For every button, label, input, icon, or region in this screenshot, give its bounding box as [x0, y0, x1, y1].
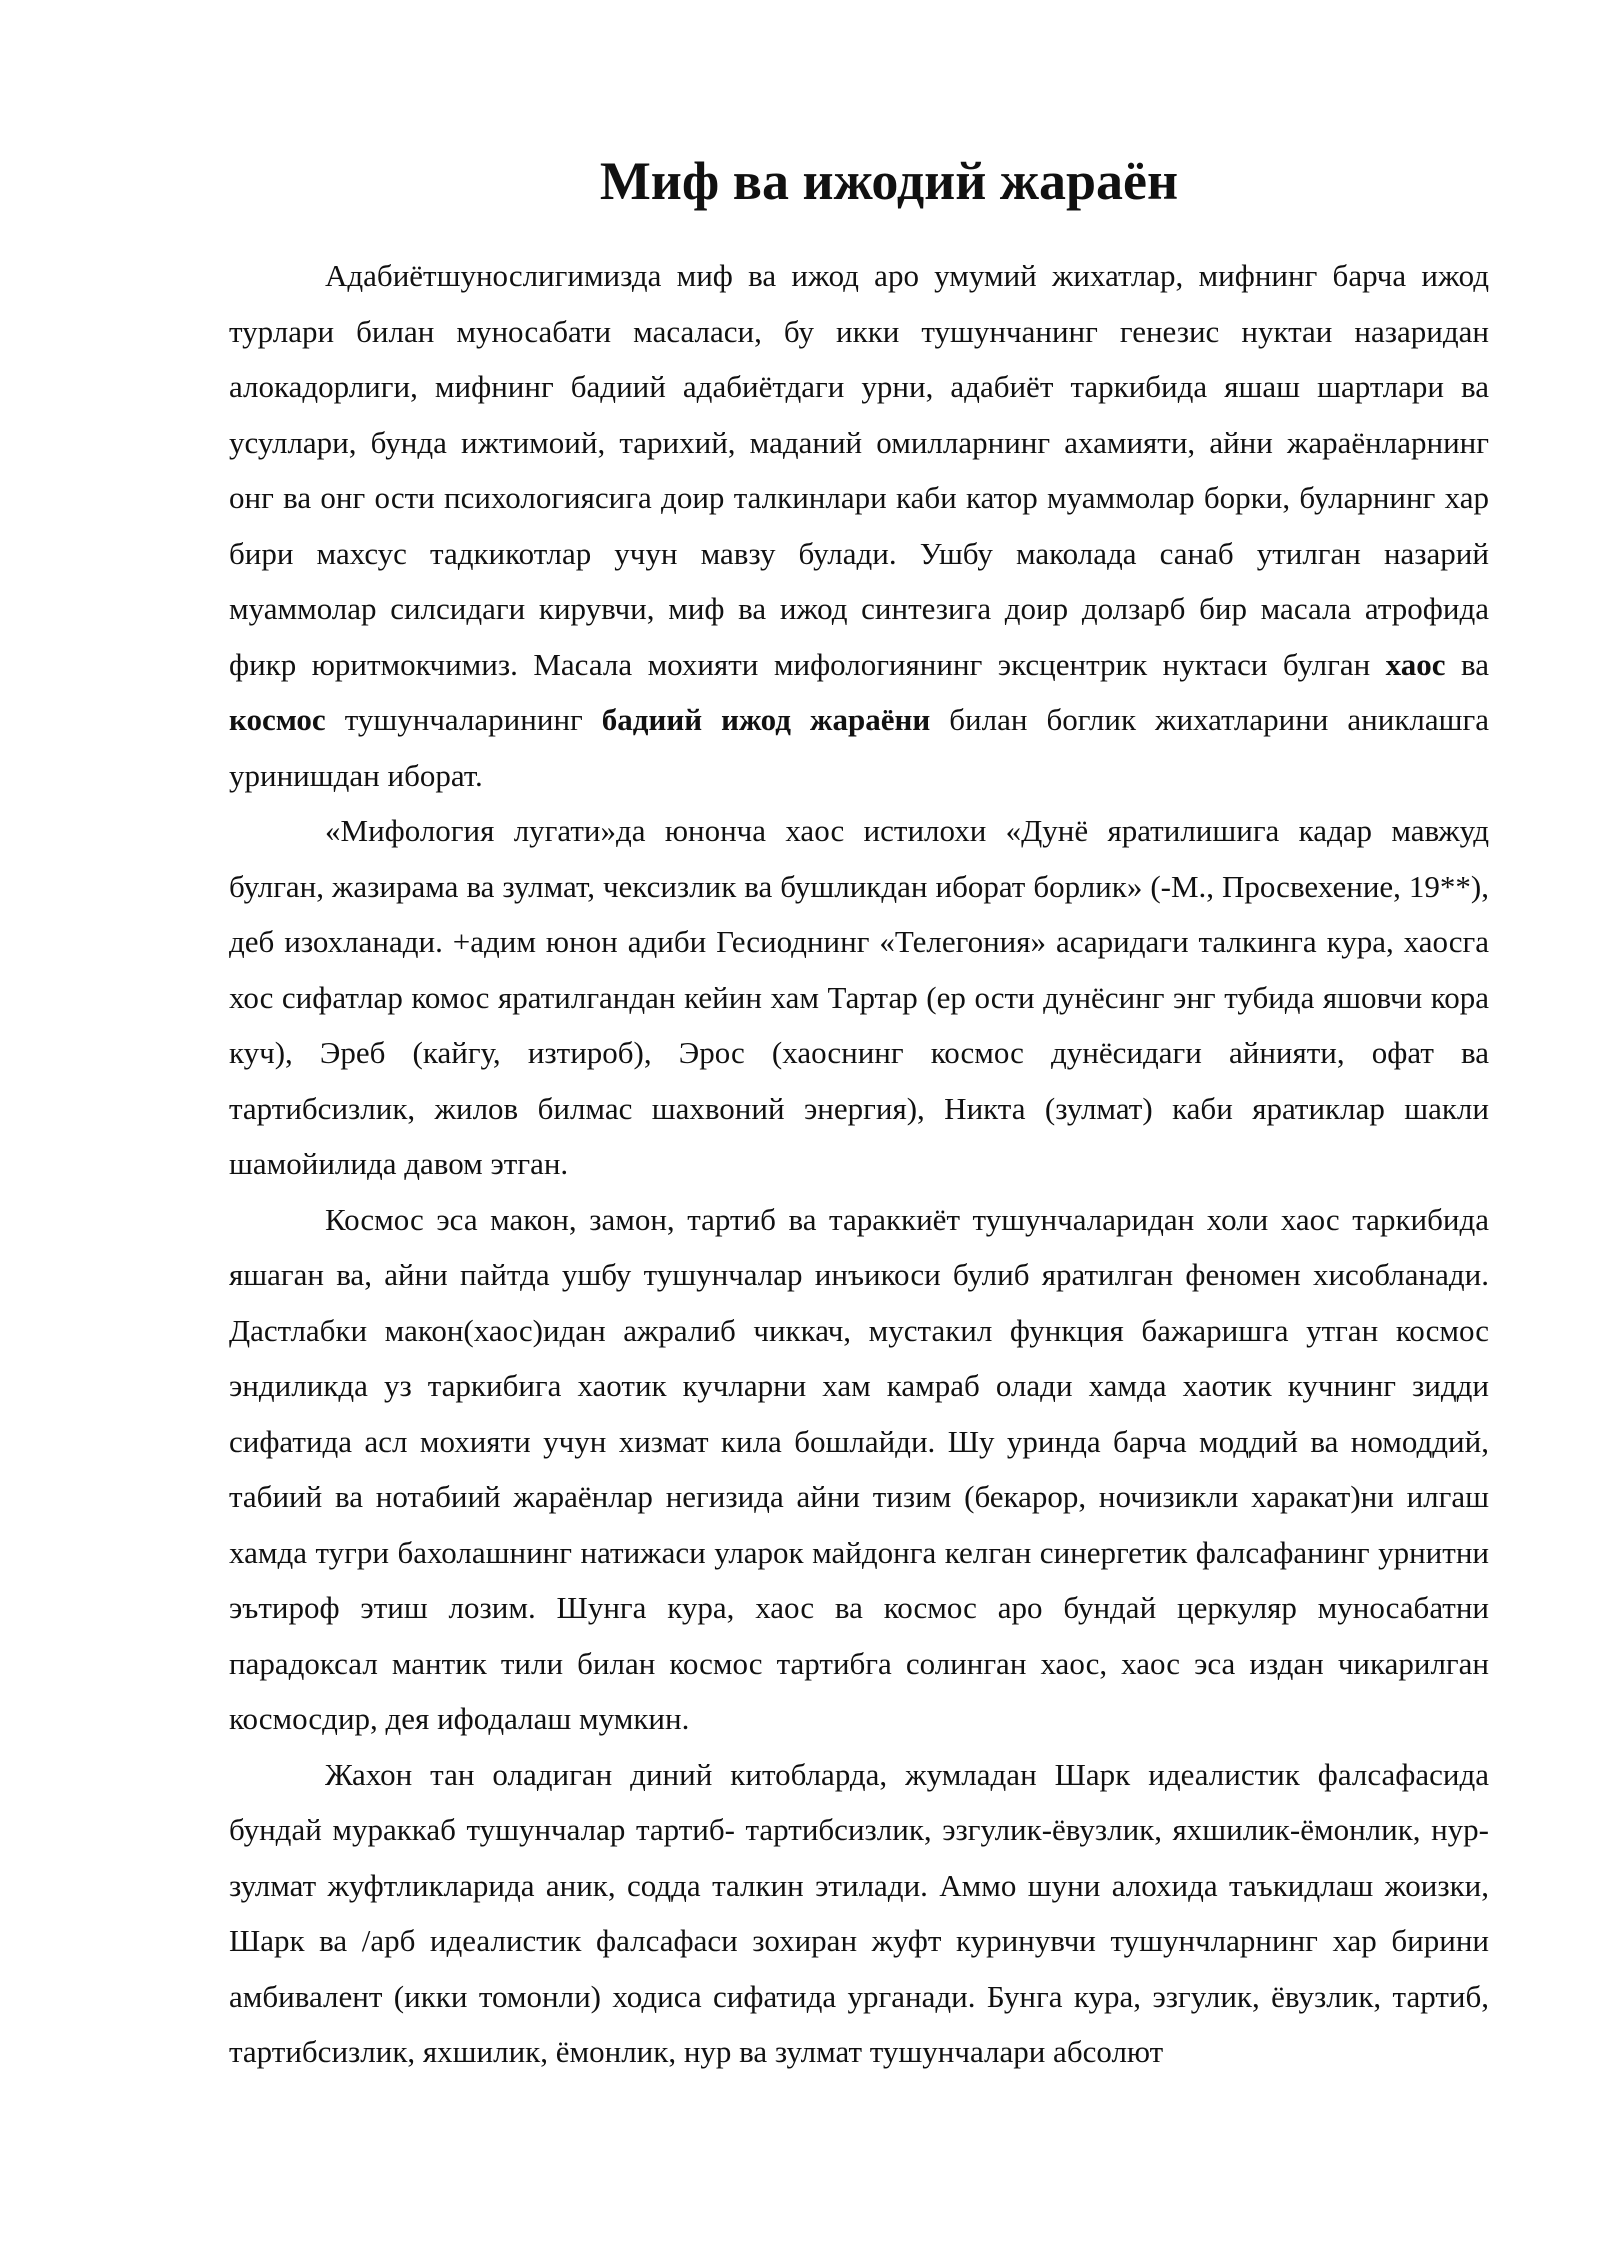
paragraph-1-text: тушунчаларининг [325, 702, 602, 737]
paragraph-2 [229, 803, 1489, 1192]
paragraph-1 [229, 248, 1489, 803]
document-title: Миф ва ижодий жараён [599, 151, 1179, 211]
paragraph-1-text: билан боглик жихатларини аниклашга уринишдан иборат. [229, 702, 1489, 793]
paragraph-2-text: «Мифология лугати»да юнонча хаос истилохи «Дунё яратилишига кадар мавжуд булган, жазирама ва зулмат, чексизлик ва бушликдан иборат борлик» (-М., Просвехение, 19**), деб изохланади. +адим юнон адиби Гесиоднинг «Телегония» асаридаги талкинга кура, хаосга хос сифатлар комос яратилгандан кейин хам Тартар (ер ости дунёсинг энг тубида яшовчи кора куч), Эреб (кайгу, изтироб), Эрос (хаоснинг космос дунёсидаги айнияти, офат ва тартибсизлик, жилов билмас шахвоний энергия), Никта (зулмат) каби яратиклар шакли шамойилида давом этган. [229, 813, 1489, 1181]
bold-term-cosmos: космос [229, 702, 326, 737]
paragraph-3-text: Космос эса макон, замон, тартиб ва тараккиёт тушунчаларидан холи хаос таркибида яшаган ва, айни пайтда ушбу тушунчалар инъикоси булиб яратилган феномен хисобланади. Дастлабки макон(хаос)идан ажралиб чиккач, мустакил функция бажаришга утган космос эндиликда уз таркибига хаотик кучларни хам камраб олади хамда хаотик кучнинг зидди сифатида асл мохияти учун хизмат кила бошлайди. Шу уринда барча моддий ва номоддий, табиий ва нотабиий жараёнлар негизида айни тизим (бекарор, ночизикли харакат)ни илгаш хамда тугри бахолашнинг натижаси уларок майдонга келган синергетик фалсафанинг урнитни эътироф этиш лозим. Шунга кура, хаос ва космос аро бундай церкуляр муносабатни парадоксал мантик тили билан космос тартибга солинган хаос, хаос эса издан чикарилган космосдир, дея ифодалаш мумкин. [229, 1201, 1489, 1736]
bold-term-chaos: хаос [1385, 646, 1446, 682]
document-body [229, 248, 1489, 2080]
paragraph-4 [229, 1747, 1489, 2080]
bold-term-creative-process: бадиий ижод жараёни [601, 702, 931, 737]
paragraph-1-text: Адабиётшунослигимизда миф ва ижод аро умумий жихатлар, мифнинг барча ижод турлари билан муносабати масаласи, бу икки тушунчанинг генезис нуктаи назаридан алокадорлиги, мифнинг бадиий адабиётдаги урни, адабиёт таркибида яшаш шартлари ва усуллари, бунда ижтимоий, тарихий, маданий омилларнинг ахамияти, айни жараёнларнинг онг ва онг ости психологиясига доир талкинлари каби катор муаммолар борки, буларнинг хар бири махсус тадкикотлар учун мавзу булади. Ушбу маколада санаб утилган назарий муаммолар силсидаги кирувчи, миф ва ижод синтезига доир долзарб бир масала атрофида фикр юритмокчимиз. Масала мохияти мифологиянинг эксцентрик нуктаси булган [229, 258, 1489, 682]
paragraph-4-text: Жахон тан оладиган диний китобларда, жумладан Шарк идеалистик фалсафасида бундай мураккаб тушунчалар тартиб- тартибсизлик, эзгулик-ёвузлик, яхшилик-ёмонлик, нур-зулмат жуфтликларида аник, содда талкин этилади. Аммо шуни алохида таъкидлаш жоизки, Шарк ва /арб идеалистик фалсафаси зохиран жуфт куринувчи тушунчларнинг хар бирини амбивалент (икки томонли) ходиса сифатида урганади. Бунга кура, эзгулик, ёвузлик, тартиб, тартибсизлик, яхшилик, ёмонлик, нур ва зулмат тушунчалари абсолют [229, 1756, 1489, 2069]
paragraph-3 [229, 1192, 1489, 1747]
paragraph-1-text: ва [1445, 646, 1489, 682]
